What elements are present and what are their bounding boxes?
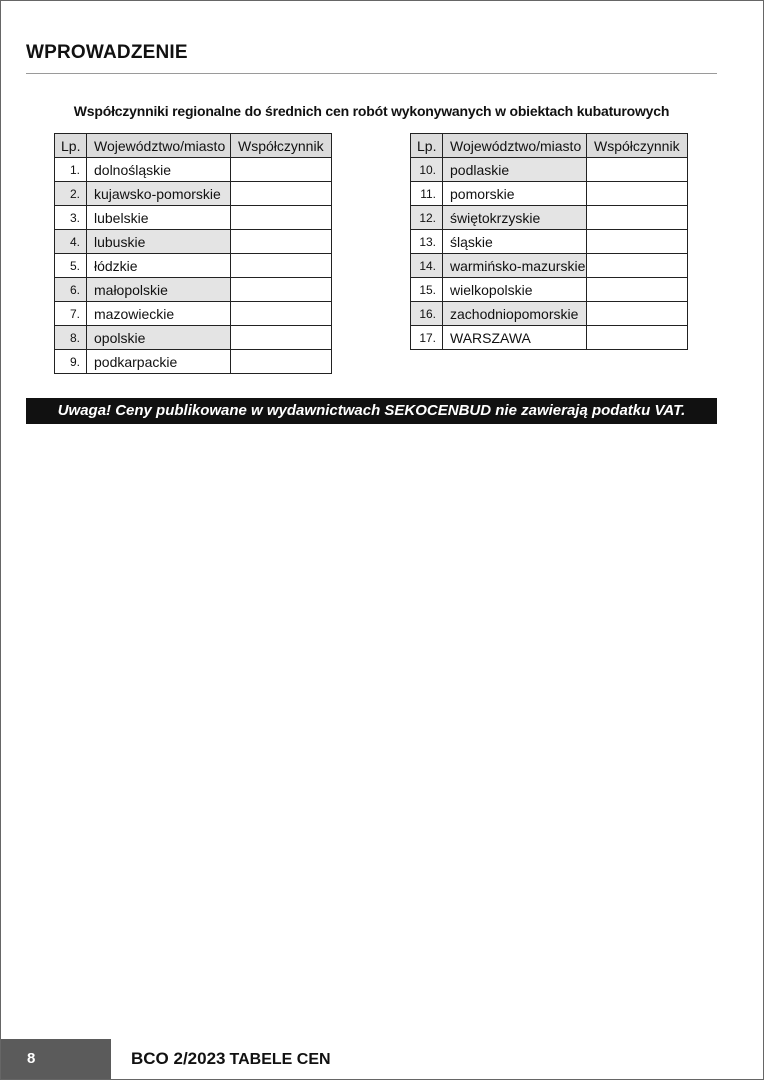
row-coefficient [231, 230, 332, 254]
table-row [411, 302, 688, 326]
row-lp: 15. [411, 278, 443, 302]
row-region: lubelskie [87, 206, 231, 230]
table-row [55, 326, 332, 350]
row-coefficient [231, 302, 332, 326]
table-row [55, 254, 332, 278]
row-coefficient [231, 158, 332, 182]
header-region: Województwo/miasto [443, 134, 587, 158]
row-coefficient [587, 326, 688, 350]
row-region: kujawsko-pomorskie [87, 182, 231, 206]
row-lp: 1. [55, 158, 87, 182]
table-row [411, 254, 688, 278]
header-coefficient: Współczynnik [231, 134, 332, 158]
footer-subtitle: TABELE CEN [229, 1051, 331, 1068]
row-coefficient [587, 254, 688, 278]
row-lp: 14. [411, 254, 443, 278]
table-row [55, 302, 332, 326]
row-region: opolskie [87, 326, 231, 350]
coefficients-table-right [410, 133, 688, 350]
coefficients-table-left [54, 133, 332, 374]
row-region: warmińsko-mazurskie [443, 254, 587, 278]
row-lp: 11. [411, 182, 443, 206]
section-title: WPROWADZENIE [26, 42, 188, 63]
row-coefficient [231, 326, 332, 350]
page-number: 8 [1, 1039, 111, 1079]
footer-title [131, 1049, 331, 1069]
header-coefficient: Współczynnik [587, 134, 688, 158]
row-region: świętokrzyskie [443, 206, 587, 230]
row-region: WARSZAWA [443, 326, 587, 350]
row-lp: 4. [55, 230, 87, 254]
table-header-row [411, 134, 688, 158]
row-coefficient [231, 206, 332, 230]
header-region: Województwo/miasto [87, 134, 231, 158]
row-coefficient [587, 278, 688, 302]
row-lp: 16. [411, 302, 443, 326]
table-row [55, 158, 332, 182]
table-row [411, 206, 688, 230]
table-row [55, 350, 332, 374]
table-row [411, 278, 688, 302]
table-row [411, 326, 688, 350]
row-coefficient [231, 350, 332, 374]
row-coefficient [587, 302, 688, 326]
row-lp: 17. [411, 326, 443, 350]
row-region: mazowieckie [87, 302, 231, 326]
row-coefficient [587, 182, 688, 206]
row-coefficient [231, 182, 332, 206]
row-coefficient [587, 206, 688, 230]
row-lp: 6. [55, 278, 87, 302]
row-region: pomorskie [443, 182, 587, 206]
table-caption: Współczynniki regionalne do średnich cen robót wykonywanych w obiektach kubaturowych [73, 103, 670, 119]
table-row [411, 182, 688, 206]
row-lp: 5. [55, 254, 87, 278]
table-row [55, 278, 332, 302]
table-row [55, 206, 332, 230]
row-region: lubuskie [87, 230, 231, 254]
row-region: podlaskie [443, 158, 587, 182]
row-lp: 9. [55, 350, 87, 374]
row-region: zachodniopomorskie [443, 302, 587, 326]
row-coefficient [231, 254, 332, 278]
row-lp: 2. [55, 182, 87, 206]
table-row [55, 230, 332, 254]
row-lp: 10. [411, 158, 443, 182]
footer-publication: BCO 2/2023 [131, 1049, 226, 1068]
row-region: łódzkie [87, 254, 231, 278]
vat-notice-banner: Uwaga! Ceny publikowane w wydawnictwach SEKOCENBUD nie zawierają podatku VAT. [26, 398, 717, 424]
row-lp: 8. [55, 326, 87, 350]
table-row [411, 230, 688, 254]
table-row [55, 182, 332, 206]
row-lp: 12. [411, 206, 443, 230]
title-divider [26, 73, 717, 74]
row-region: śląskie [443, 230, 587, 254]
table-row [411, 158, 688, 182]
table-header-row [55, 134, 332, 158]
row-coefficient [231, 278, 332, 302]
row-region: wielkopolskie [443, 278, 587, 302]
row-lp: 13. [411, 230, 443, 254]
header-lp: Lp. [411, 134, 443, 158]
row-coefficient [587, 158, 688, 182]
header-lp: Lp. [55, 134, 87, 158]
row-region: małopolskie [87, 278, 231, 302]
row-region: podkarpackie [87, 350, 231, 374]
row-region: dolnośląskie [87, 158, 231, 182]
row-coefficient [587, 230, 688, 254]
row-lp: 3. [55, 206, 87, 230]
row-lp: 7. [55, 302, 87, 326]
